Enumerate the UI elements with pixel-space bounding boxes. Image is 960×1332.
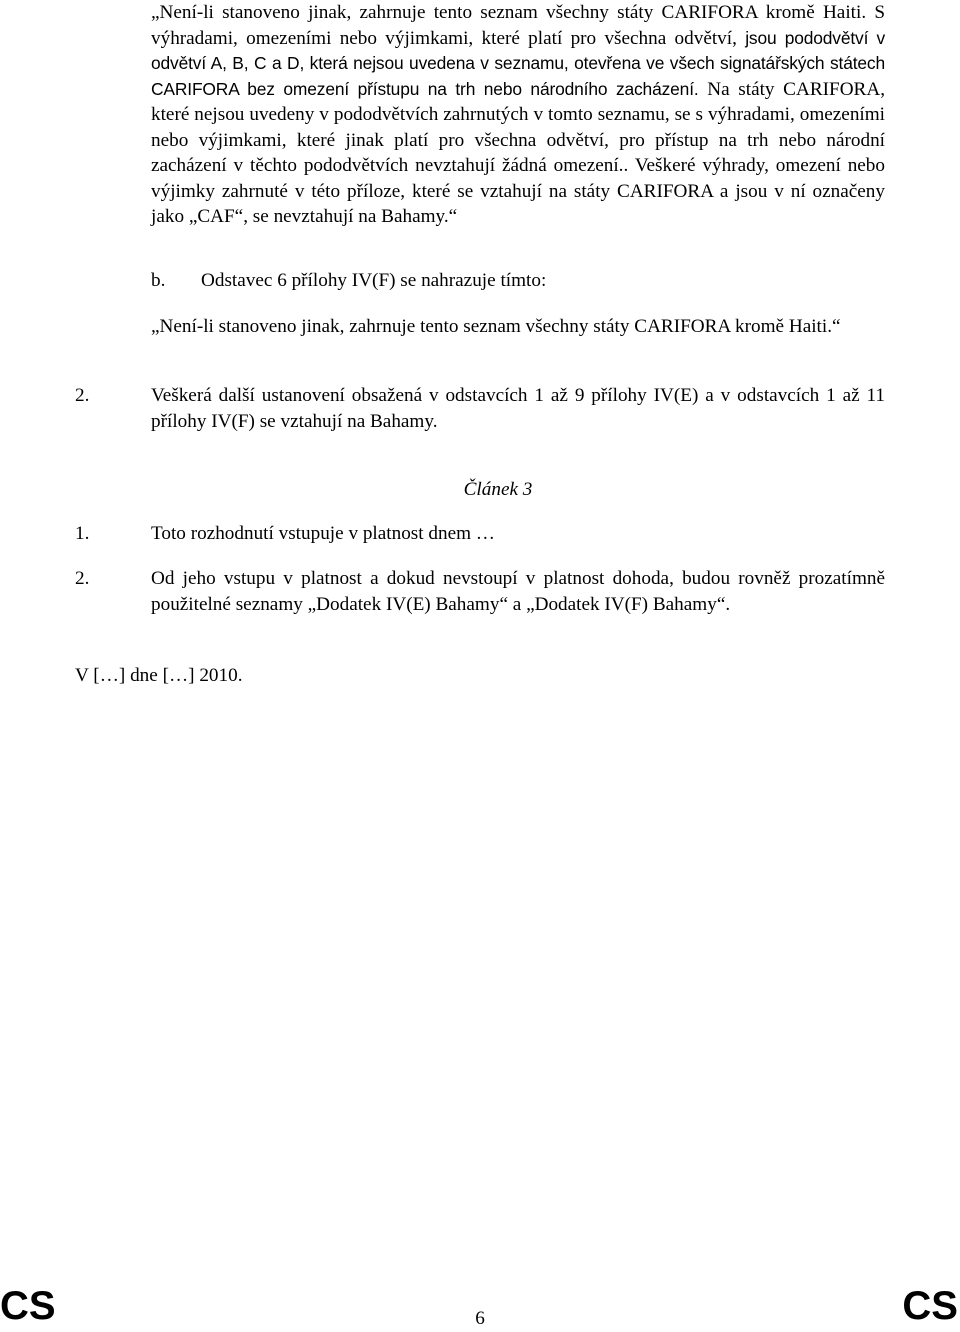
numbered-item-2-first [75, 383, 885, 434]
intro-text-part3: Na státy CARIFORA, které nejsou uvedeny v pododvětvích zahrnutých v tomto seznamu, se s výhradami, omezeními nebo výjimkami, které jinak platí pro všechna odvětví, pro přístup na trh nebo národní zacházení v těchto pododvětvích nevztahují žádná omezení.. Veškeré výhrady, omezení nebo výjimky zahrnuté v této příloze, které se vztahují na státy CARIFORA a jsou v ní označeny jako „CAF“, se nevztahují na Bahamy.“ [151, 78, 885, 227]
intro-text-part2: jsou pododvětví v odvětví A, B, C a D, která nejsou uvedena v seznamu, otevřena ve všech signatářských státech CARIFORA bez omezení přístupu na trh nebo národního zacházení. [151, 27, 886, 99]
intro-text-part1: „Není-li stanoveno jinak, zahrnuje tento seznam všechny státy CARIFORA kromě Haiti. S výhradami, omezeními nebo výjimkami, které platí pro všechna odvětví, [151, 2, 885, 49]
item-text: Od jeho vstupu v platnost a dokud nevstoupí v platnost dohoda, budou rovněž prozatímně použitelné seznamy „Dodatek IV(E) Bahamy“ a „Dodatek IV(F) Bahamy“. [151, 568, 885, 615]
item-number: 1. [75, 523, 90, 544]
article-title: Článek 3 [463, 479, 533, 500]
subparagraph-b-marker: b. [151, 270, 166, 291]
signoff-line: V […] dne […] 2010. [75, 665, 243, 686]
subparagraph-b [151, 268, 546, 294]
item-text: Toto rozhodnutí vstupuje v platnost dnem … [151, 523, 495, 544]
item-number: 2. [75, 568, 90, 589]
page-number: 6 [475, 1308, 485, 1329]
intro-paragraph [151, 0, 885, 230]
item-text: Veškerá další ustanovení obsažená v odstavcích 1 až 9 přílohy IV(E) a v odstavcích 1 až 11 přílohy IV(F) se vztahují na Bahamy. [151, 385, 885, 432]
numbered-item-2-article3 [75, 566, 885, 617]
replacement-quote: „Není-li stanoveno jinak, zahrnuje tento seznam všechny státy CARIFORA kromě Haiti.“ [151, 316, 841, 337]
subparagraph-b-text: Odstavec 6 přílohy IV(F) se nahrazuje tímto: [201, 270, 547, 291]
numbered-item-1-article3 [75, 521, 885, 547]
item-number: 2. [75, 385, 90, 406]
footer-language-left: CS [0, 1284, 56, 1328]
footer-language-right: CS [902, 1284, 958, 1328]
